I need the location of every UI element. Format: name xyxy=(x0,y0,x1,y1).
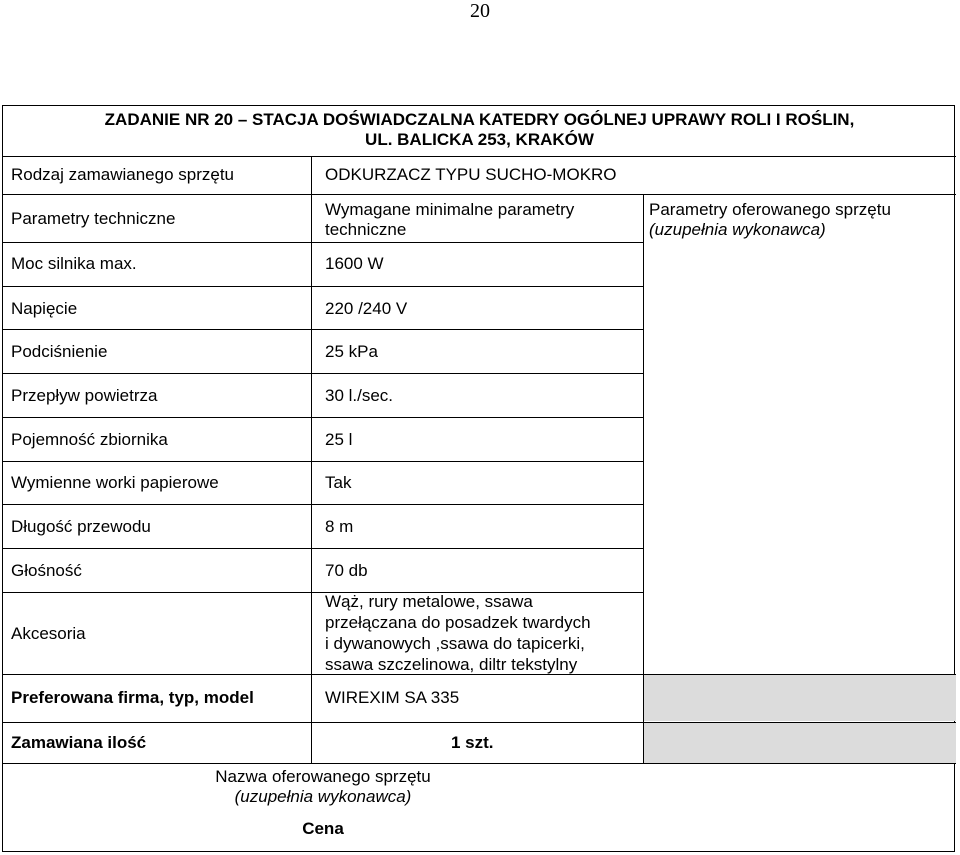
task-title-line1: ZADANIE NR 20 – STACJA DOŚWIADCZALNA KATEDRY OGÓLNEJ UPRAWY ROLI I ROŚLIN, xyxy=(104,110,855,129)
order-form-table xyxy=(2,105,955,852)
task-title-line2: UL. BALICKA 253, KRAKÓW xyxy=(365,130,594,149)
col-params-header: Parametry techniczne xyxy=(11,209,176,228)
col-offered-header-line2: (uzupełnia wykonawca) xyxy=(649,220,826,239)
row-value-hose-length: 8 m xyxy=(325,517,354,536)
offered-name-label-line2: (uzupełnia wykonawca) xyxy=(234,787,412,806)
col-offered-header-line1: Parametry oferowanego sprzętu xyxy=(649,200,891,219)
row-value-vacuum: 25 kPa xyxy=(325,342,378,361)
col-required-header-line1: Wymagane minimalne parametry xyxy=(325,200,575,219)
row-param-motor-power: Moc silnika max. xyxy=(11,254,137,273)
row-param-paper-bags: Wymienne worki papierowe xyxy=(11,473,219,492)
accessories-line-3: i dywanowych ,ssawa do tapicerki, xyxy=(325,634,585,653)
preferred-model-value: WIREXIM SA 335 xyxy=(325,688,460,707)
page-number: 20 xyxy=(470,0,490,22)
row-param-tank-capacity: Pojemność zbiornika xyxy=(11,430,168,449)
row-param-noise: Głośność xyxy=(11,561,82,580)
shaded-cell-preferred xyxy=(644,675,956,721)
accessories-line-1: Wąż, rury metalowe, ssawa xyxy=(325,592,533,611)
row-param-accessories: Akcesoria xyxy=(11,624,86,643)
offered-name-label-line1: Nazwa oferowanego sprzętu xyxy=(215,767,431,786)
row-value-voltage: 220 /240 V xyxy=(325,299,408,318)
row-param-voltage: Napięcie xyxy=(11,299,78,318)
shaded-cell-quantity xyxy=(644,723,956,763)
row-param-hose-length: Długość przewodu xyxy=(11,517,151,536)
preferred-model-label: Preferowana firma, typ, model xyxy=(11,688,254,707)
row-value-motor-power: 1600 W xyxy=(325,254,384,273)
equipment-type-label: Rodzaj zamawianego sprzętu xyxy=(11,165,235,184)
row-value-noise: 70 db xyxy=(325,561,368,580)
equipment-type-value: ODKURZACZ TYPU SUCHO-MOKRO xyxy=(325,165,617,184)
row-param-vacuum: Podciśnienie xyxy=(11,342,108,361)
accessories-line-2: przełączana do posadzek twardych xyxy=(325,613,591,632)
row-value-airflow: 30 l./sec. xyxy=(325,386,394,405)
order-quantity-label: Zamawiana ilość xyxy=(11,733,147,752)
order-quantity-value: 1 szt. xyxy=(451,733,494,752)
row-value-tank-capacity: 25 l xyxy=(325,430,353,449)
price-label: Cena xyxy=(302,819,344,838)
accessories-line-4: ssawa szczelinowa, diltr tekstylny xyxy=(325,655,578,674)
row-value-paper-bags: Tak xyxy=(325,473,352,492)
row-param-airflow: Przepływ powietrza xyxy=(11,386,158,405)
col-required-header-line2: techniczne xyxy=(325,220,407,239)
